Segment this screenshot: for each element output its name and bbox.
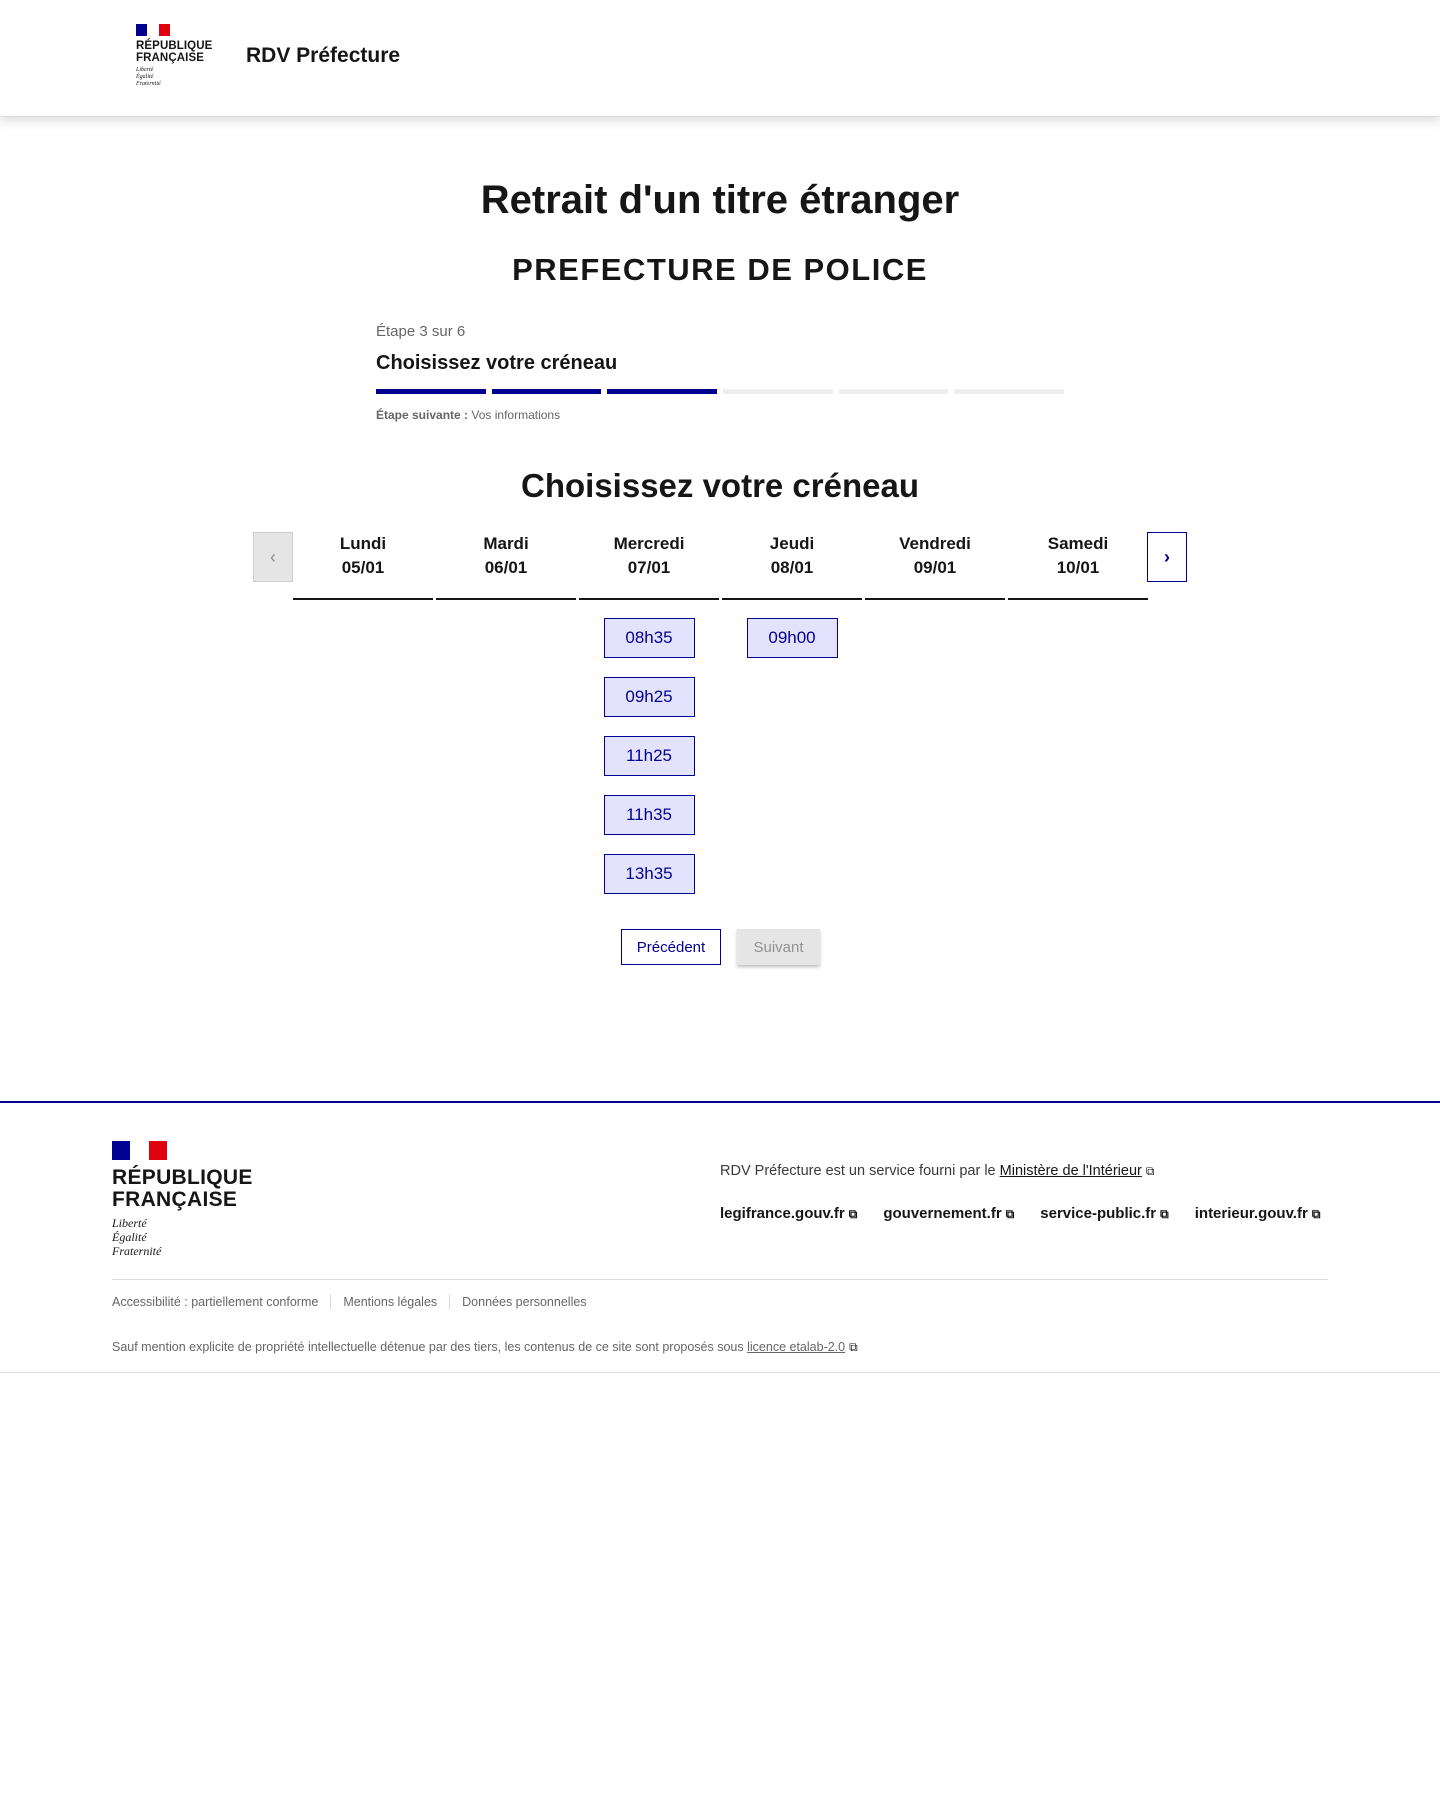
day-column-samedi: [1008, 532, 1148, 580]
footer-bottom-link[interactable]: Accessibilité : partiellement conforme: [112, 1295, 319, 1309]
external-link-icon: ⧉: [848, 1207, 858, 1221]
footer-bottom-link[interactable]: Données personnelles: [462, 1295, 587, 1309]
day-column-mercredi: [579, 532, 719, 580]
service-title[interactable]: RDV Préfecture: [246, 44, 401, 67]
chevron-right-icon: ›: [1164, 546, 1170, 567]
footer-links: [720, 1205, 1320, 1222]
page-subtitle: PREFECTURE DE POLICE: [512, 252, 928, 287]
day-column-lundi: [293, 532, 433, 580]
footer-divider: [112, 1279, 1328, 1280]
external-link-icon: ⧉: [1160, 1207, 1169, 1221]
footer-separator: [330, 1294, 331, 1310]
footer-link-label: gouvernement.fr: [883, 1205, 1002, 1222]
ministry-link[interactable]: Ministère de l'Intérieur: [999, 1163, 1142, 1179]
step-next-value: Vos informations: [471, 408, 561, 422]
day-column-jeudi: [722, 532, 862, 580]
footer-separator: [449, 1294, 450, 1310]
time-slot-button[interactable]: 08h35: [604, 618, 695, 658]
external-link-icon: ⧉: [1311, 1207, 1321, 1221]
footer-description: [720, 1163, 1154, 1179]
footer-top-border: [0, 1101, 1440, 1103]
step-progress-segment: [954, 389, 1064, 394]
footer-desc-text: RDV Préfecture est un service fourni par le: [720, 1163, 996, 1179]
calendar-prev-button[interactable]: [253, 532, 293, 582]
license-link[interactable]: licence etalab-2.0: [747, 1340, 846, 1354]
day-underline: [579, 598, 719, 600]
brand-name: RÉPUBLIQUE FRANÇAISE: [136, 40, 213, 64]
day-name: Jeudi: [769, 534, 815, 553]
time-slot-button[interactable]: 09h25: [604, 677, 695, 717]
footer-link-gouvernement[interactable]: [883, 1205, 1014, 1222]
header-brand-logo[interactable]: [136, 24, 216, 88]
time-slot-button[interactable]: 13h35: [604, 854, 695, 894]
day-name: Vendredi: [899, 534, 971, 553]
footer-end-border: [0, 1372, 1440, 1373]
chevron-left-icon: ‹: [270, 546, 276, 567]
day-name: Lundi: [339, 534, 387, 553]
footer-link-label: legifrance.gouv.fr: [720, 1205, 845, 1222]
footer-link-interieur[interactable]: [1195, 1205, 1321, 1222]
site-header: [0, 0, 1440, 116]
time-slot-button[interactable]: 11h35: [604, 795, 695, 835]
previous-button[interactable]: Précédent: [621, 929, 721, 965]
day-column-vendredi: [865, 532, 1005, 580]
day-column-mardi: [436, 532, 576, 580]
step-progress-segment: [492, 389, 602, 394]
stepper: [376, 323, 1064, 422]
external-link-icon: ⧉: [1145, 1164, 1155, 1178]
external-link-icon: ⧉: [1005, 1207, 1015, 1221]
calendar-next-button[interactable]: [1147, 532, 1187, 582]
footer-link-legifrance[interactable]: [720, 1205, 857, 1222]
step-progress-segment: [839, 389, 949, 394]
step-next: [376, 408, 1064, 422]
footer-brand-motto: Liberté Égalité Fraternité: [112, 1216, 162, 1258]
day-date: 09/01: [913, 558, 957, 577]
day-date: 06/01: [484, 558, 528, 577]
footer-brand-logo[interactable]: [112, 1141, 292, 1258]
day-name: Samedi: [1047, 534, 1109, 553]
step-next-label: Étape suivante :: [376, 408, 469, 422]
time-slot-button[interactable]: 09h00: [747, 618, 838, 658]
footer-bottom-links: [112, 1294, 587, 1310]
next-button[interactable]: Suivant: [737, 929, 820, 965]
french-flag-icon: [112, 1141, 167, 1160]
external-link-icon: ⧉: [849, 1340, 858, 1354]
day-underline: [722, 598, 862, 600]
day-date: 10/01: [1056, 558, 1100, 577]
footer-link-service-public[interactable]: [1040, 1205, 1168, 1222]
time-slot-button[interactable]: 11h25: [604, 736, 695, 776]
day-underline: [436, 598, 576, 600]
license-text: Sauf mention explicite de propriété intellectuelle détenue par des tiers, les contenus de ce site sont proposés sous: [112, 1340, 744, 1354]
footer-brand-name: RÉPUBLIQUE FRANÇAISE: [112, 1166, 253, 1211]
french-flag-icon: [136, 24, 170, 36]
day-date: 07/01: [627, 558, 671, 577]
page-title: Retrait d'un titre étranger: [480, 178, 960, 222]
step-progress-segment: [607, 389, 717, 394]
day-date: 08/01: [770, 558, 814, 577]
day-underline: [1008, 598, 1148, 600]
brand-motto: Liberté Égalité Fraternité: [136, 67, 161, 87]
day-underline: [293, 598, 433, 600]
day-name: Mardi: [483, 534, 529, 553]
day-underline: [865, 598, 1005, 600]
calendar-title: Choisissez votre créneau: [521, 467, 919, 504]
footer-link-label: service-public.fr: [1040, 1205, 1157, 1222]
day-date: 05/01: [341, 558, 385, 577]
day-name: Mercredi: [613, 534, 685, 553]
step-progress-segment: [376, 389, 486, 394]
step-title: Choisissez votre créneau: [376, 352, 618, 374]
footer-link-label: interieur.gouv.fr: [1194, 1205, 1308, 1222]
step-state: Étape 3 sur 6: [376, 323, 466, 340]
step-progress-bars: [376, 389, 1064, 394]
step-progress-segment: [723, 389, 833, 394]
footer-bottom-link[interactable]: Mentions légales: [343, 1295, 438, 1309]
footer-license: [112, 1340, 858, 1355]
